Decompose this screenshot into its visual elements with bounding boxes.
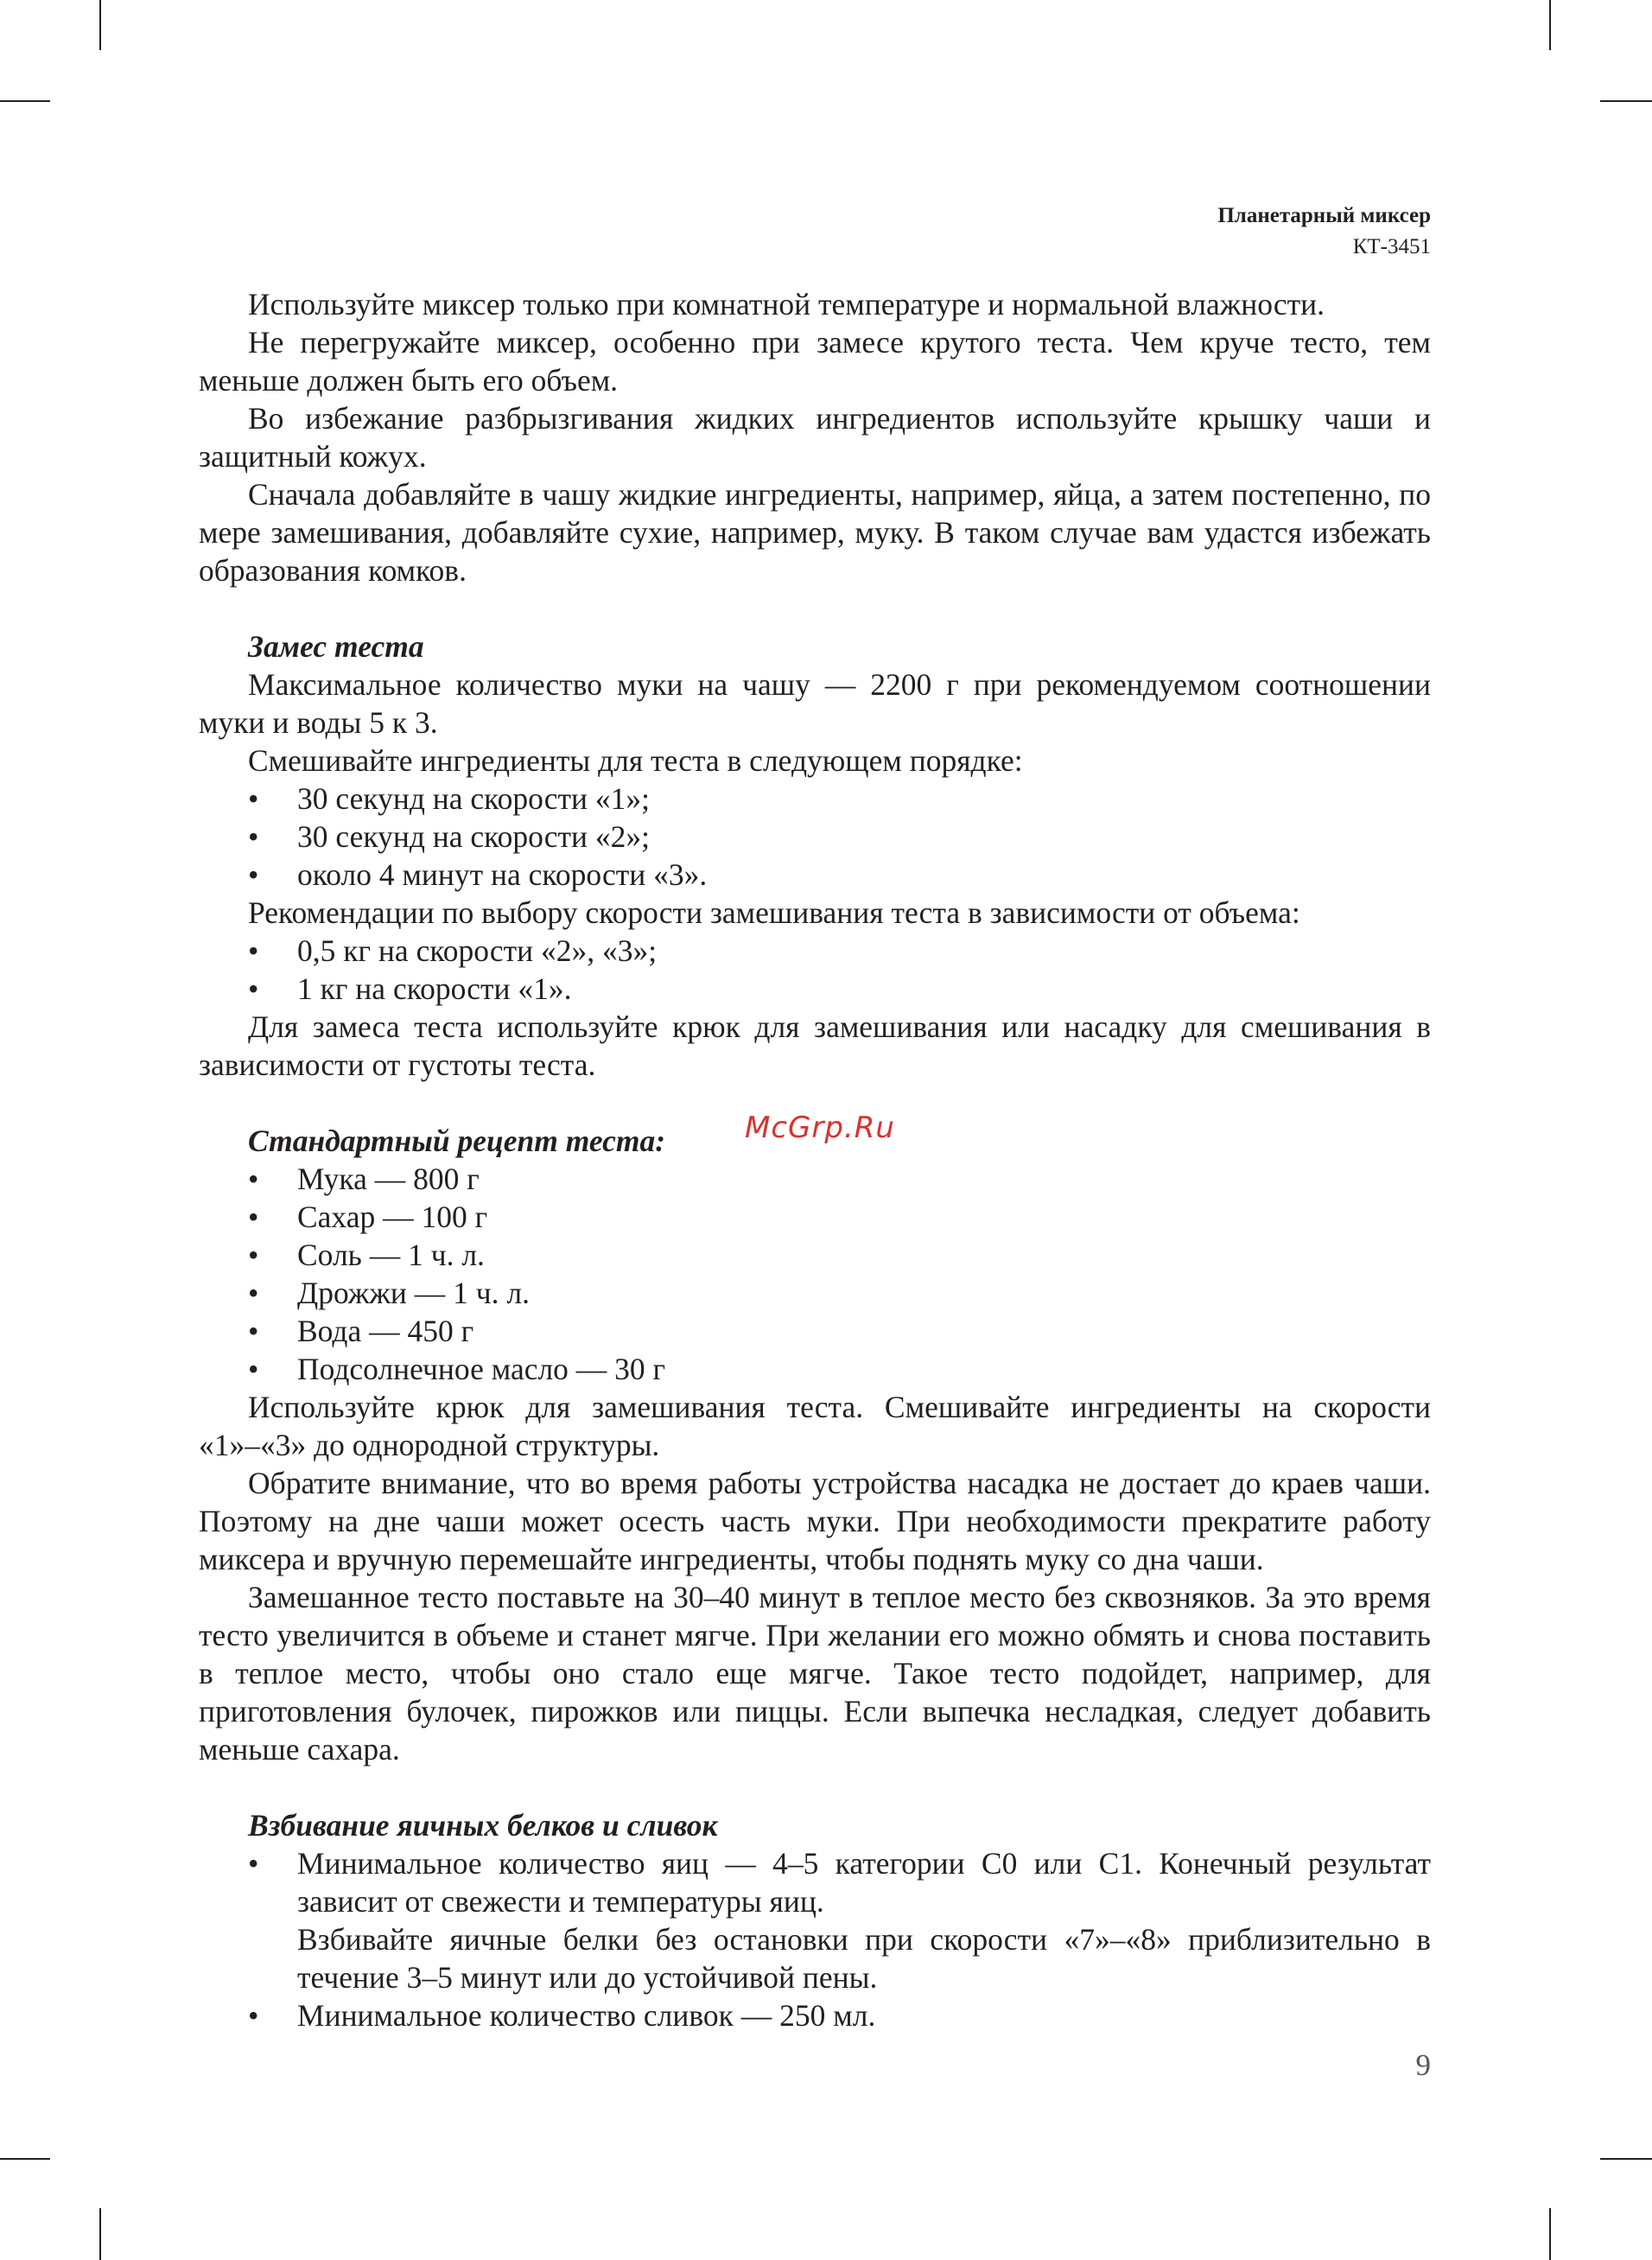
bullet: • <box>248 1846 259 1881</box>
section-heading: Замес теста <box>248 629 424 664</box>
bullet: • <box>248 933 259 968</box>
paragraph: Максимальное количество муки на чашу — 2200 г при рекомендуемом соотношении муки и воды 5 к 3. <box>199 667 1431 740</box>
paragraph: Смешивайте ингредиенты для теста в следующем порядке: <box>248 743 1023 778</box>
section-heading: Стандартный рецепт теста: <box>248 1124 666 1158</box>
list-item: • Вода — 450 г <box>248 1314 474 1348</box>
list-item: • Дрожжи — 1 ч. л. <box>248 1276 530 1310</box>
bullet: • <box>248 1276 259 1310</box>
watermark-text: McGrp.Ru <box>745 1111 895 1145</box>
paragraph: Используйте миксер только при комнатной температуре и нормальной влажности. <box>248 287 1325 321</box>
header-title: Планетарный миксер <box>1217 204 1431 227</box>
list-item: • около 4 минут на скорости «3». <box>248 857 708 892</box>
header-model: КТ-3451 <box>1352 235 1431 258</box>
crop-mark <box>99 0 101 50</box>
page-body <box>199 285 1431 2034</box>
bullet: • <box>248 781 259 816</box>
bullet: • <box>248 1200 259 1234</box>
running-header <box>1217 201 1431 263</box>
list-item: • Минимальное количество яиц — 4–5 категории С0 или С1. Конечный результат зависит от свежести и температуры яиц. Взбивайте яичные белки без остановки при скорости «7»–«8» приблизительно в течение 3–5 минут или до устойчивой пены. <box>248 1846 1431 1995</box>
paragraph: Сначала добавляйте в чашу жидкие ингредиенты, например, яйца, а затем постепенно, по мере замешивания, добавляйте сухие, например, муку. В таком случае вам удастся избежать образования комков. <box>199 477 1431 588</box>
crop-mark <box>0 2158 50 2160</box>
list-item: • Мука — 800 г <box>248 1162 480 1196</box>
list-item: • Подсолнечное масло — 30 г <box>248 1352 666 1386</box>
list-item: • 30 секунд на скорости «1»; <box>248 781 650 816</box>
paragraph: Обратите внимание, что во время работы устройства насадка не достает до краев чаши. Поэтому на дне чаши может осесть часть муки. При необходимости прекратите работу миксера и вручную перемешайте ингредиенты, чтобы поднять муку со дна чаши. <box>199 1466 1431 1576</box>
list-item: • 1 кг на скорости «1». <box>248 971 572 1006</box>
list-item: • Соль — 1 ч. л. <box>248 1238 485 1272</box>
list-item: • Минимальное количество сливок — 250 мл. <box>248 1998 876 2033</box>
crop-mark <box>99 2208 101 2260</box>
paragraph: Во избежание разбрызгивания жидких ингредиентов используйте крышку чаши и защитный кожух. <box>199 401 1431 474</box>
bullet: • <box>248 1352 259 1386</box>
bullet: • <box>248 819 259 854</box>
list-item: • 30 секунд на скорости «2»; <box>248 819 650 854</box>
paragraph: Используйте крюк для замешивания теста. Смешивайте ингредиенты на скорости «1»–«3» до однородной структуры. <box>199 1390 1431 1462</box>
bullet: • <box>248 1314 259 1348</box>
crop-mark <box>1549 2208 1551 2260</box>
list-item: • Сахар — 100 г <box>248 1200 488 1234</box>
paragraph: Не перегружайте миксер, особенно при замесе крутого теста. Чем круче тесто, тем меньше должен быть его объем. <box>199 325 1431 398</box>
page-number: 9 <box>1415 2048 1431 2082</box>
paragraph: Рекомендации по выбору скорости замешивания теста в зависимости от объема: <box>248 895 1300 930</box>
bullet: • <box>248 971 259 1006</box>
crop-mark <box>1600 100 1652 102</box>
crop-mark <box>1600 2158 1652 2160</box>
bullet: • <box>248 1998 259 2033</box>
bullet: • <box>248 857 259 892</box>
bullet: • <box>248 1238 259 1272</box>
section-heading: Взбивание яичных белков и сливок <box>248 1808 718 1843</box>
crop-mark <box>1549 0 1551 50</box>
paragraph: Для замеса теста используйте крюк для замешивания или насадку для смешивания в зависимости от густоты теста. <box>199 1009 1431 1082</box>
bullet: • <box>248 1162 259 1196</box>
paragraph: Замешанное тесто поставьте на 30–40 минут в теплое место без сквозняков. За это время тесто увеличится в объеме и станет мягче. При желании его можно обмять и снова поставить в теплое место, чтобы оно стало еще мягче. Такое тесто подойдет, например, для приготовления булочек, пирожков или пиццы. Если выпечка несладкая, следует добавить меньше сахара. <box>199 1580 1431 1767</box>
list-item: • 0,5 кг на скорости «2», «3»; <box>248 933 658 968</box>
crop-mark <box>0 100 50 102</box>
